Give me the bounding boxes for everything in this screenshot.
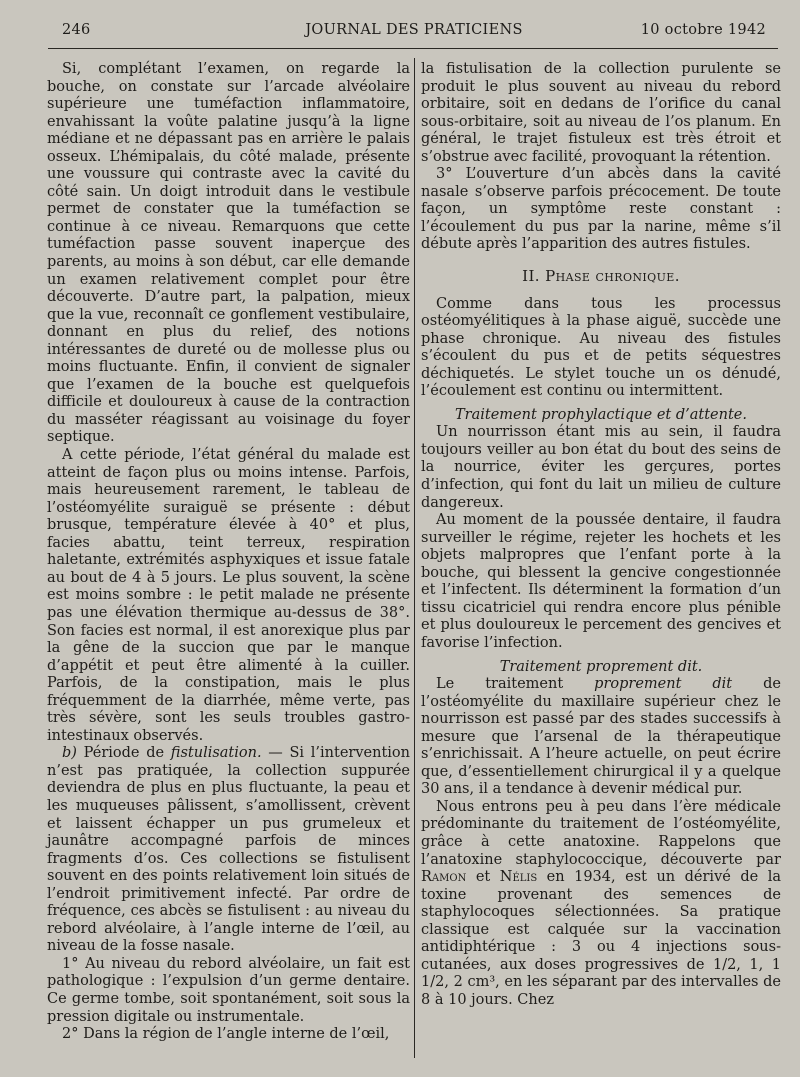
paragraph-body: — Si l’intervention n’est pas pratiquée, la collection suppurée deviendra de plus en plus fluctuante, la peau et les muqueuses pâlissent, s’amollissent, crèvent et laissent échapper un pus grumeleux et jaunâtre accompagné parfois de minces fragments d’os. Ces collections se fistulisent souvent en des points relativement loin situés de l’endroit primitivement infecté. Par ordre de fréquence, ces abcès se fistulisent : au niveau du rebord alvéolaire, à l’angle interne de l’œil, au niveau de la fosse nasale. [47,745,410,955]
text-run: Nous entrons peu à peu dans l’ère médicale prédominante du traitement de l’ostéomyélite, grâce à cette anatoxine. Rappelons que l’anatoxine staphylococcique, découverte par [421,798,781,868]
page-number: 246 [62,22,91,38]
column-divider [414,58,415,1058]
text-run: de l’ostéomyélite du maxillaire supérieur chez le nourrisson est passé par des stades successifs à mesure que l’arsenal de la thérapeutique s’enrichissait. A l’heure actuelle, on peut écrire que, d’essentiellement chirurgical il y a quelque 30 ans, il a tendance à devenir médical pur. [421,676,781,798]
text-run: en 1934, est un dérivé de la toxine provenant des semences de staphylocoques sélectionnées. Sa pratique classique est calquée sur la vaccination antidiphtérique : 3 ou 4 injections sous-cutanées, aux doses progressives de 1/2, 1, 1 1/2, 2 cm³, en les séparant par des intervalles de 8 à 10 jours. Chez [421,869,781,1008]
page-header [62,22,766,44]
journal-title: JOURNAL DES PRATICIENS [305,22,523,38]
paragraph: la fistulisation de la collection purulente se produit le plus souvent au niveau du rebord orbitaire, soit en dedans de l’orifice du canal sous-orbitaire, soit au niveau de l’os planum. En général, le trajet fistuleux est très étroit et s’obstrue avec facilité, provoquant la rétention. [421,61,781,165]
text-run: et [466,869,500,886]
paragraph: Un nourrisson étant mis au sein, il faudra toujours veiller au bon état du bout des seins de la nourrice, éviter les gerçures, portes d’infection, qui font du lait un milieu de culture dangereux. [421,424,781,511]
section-heading: II. Phase chronique. [522,267,680,286]
right-column [421,61,781,1009]
paragraph-heading-text: Période de [83,745,171,762]
author-name: Ramon [421,869,467,886]
paragraph: A cette période, l’état général du malade est atteint de façon plus ou moins intense. Parfois, mais heureusement rarement, le tableau de l’ostéomyélite suraiguë se présente : début brusque, température élevée à 40° et plus, facies abattu, teint terreux, respiration haletante, extrémités asphyxiques et issue fatale au bout de 4 à 5 jours. Le plus souvent, la scène est moins sombre : le petit malade ne présente pas une élévation thermique au-dessus de 38°. Son facies est normal, il est anorexique plus par la gêne de la succion que par le manque d’appétit et peut être alimenté à la cuiller. Parfois, de la constipation, mais le plus fréquemment de la diarrhée, même verte, pas très sévère, sont les seuls troubles gastro-intestinaux observés. [47,447,410,744]
paragraph: 3° L’ouverture d’un abcès dans la cavité nasale s’observe parfois précocement. De toute façon, un symptôme reste constant : l’écoulement du pus par la narine, même s’il débute après l’apparition des autres fistules. [421,166,781,253]
paragraph: Au moment de la poussée dentaire, il faudra surveiller le régime, rejeter les hochets et les objets malpropres que l’enfant porte à la bouche, qui blessent la gencive congestionnée et l’infectent. Ils déterminent la formation d’un tissu cicatriciel qui rendra encore plus pénible et plus douloureux le percement des gencives et favorise l’infection. [421,512,781,651]
paragraph [421,676,781,799]
paragraph: Si, complétant l’examen, on regarde la bouche, on constate sur l’arcade alvéolaire supérieure une tuméfaction inflammatoire, envahissant la voûte palatine jusqu’à la ligne médiane et ne dépassant pas en arrière le palais osseux. L’hémipalais, du côté malade, présente une voussure qui contraste avec la cavité du côté sain. Un doigt introduit dans le vestibule permet de constater que la tuméfaction se continue à ce niveau. Remarquons que cette tuméfaction passe souvent inaperçue des parents, au moins à son début, car elle demande un examen relativement complet pour être découverte. D’autre part, la palpation, mieux que la vue, reconnaît ce gonflement vestibulaire, donnant en plus du relief, des notions intéressantes de dureté ou de mollesse plus ou moins fluctuante. Enfin, il convient de signaler que l’examen de la bouche est quelquefois difficile et douloureux à cause de la contraction du masséter réagissant au voisinage du foyer septique. [47,61,410,446]
left-column [47,61,410,1044]
subheading: Traitement proprement dit. [499,658,703,675]
paragraph: 2° Dans la région de l’angle interne de l’œil, [62,1026,390,1043]
text-run: Le traitement [436,676,595,693]
paragraph-fistulisation [47,745,410,956]
paragraph: Comme dans tous les processus ostéomyélitiques à la phase aiguë, succède une phase chronique. Au niveau des fistules s’écoulent du pus et de petits séquestres déchiquetés. Le stylet touche un os dénudé, l’écoulement est continu ou intermittent. [421,295,781,400]
paragraph-label: b) [62,745,84,762]
author-name: Nélis [499,869,538,886]
text-italic: proprement dit [594,676,733,693]
header-rule [48,48,778,49]
paragraph [421,799,781,1010]
subheading: Traitement prophylactique et d’attente. [455,406,747,423]
paragraph: 1° Au niveau du rebord alvéolaire, un fait est pathologique : l’expulsion d’un germe dentaire. Ce germe tombe, soit spontanément, soit sous la pression digitale ou instrumentale. [47,955,410,1025]
issue-date: 10 octobre 1942 [640,22,766,38]
paragraph-heading-italic: fistulisation. [170,745,262,762]
